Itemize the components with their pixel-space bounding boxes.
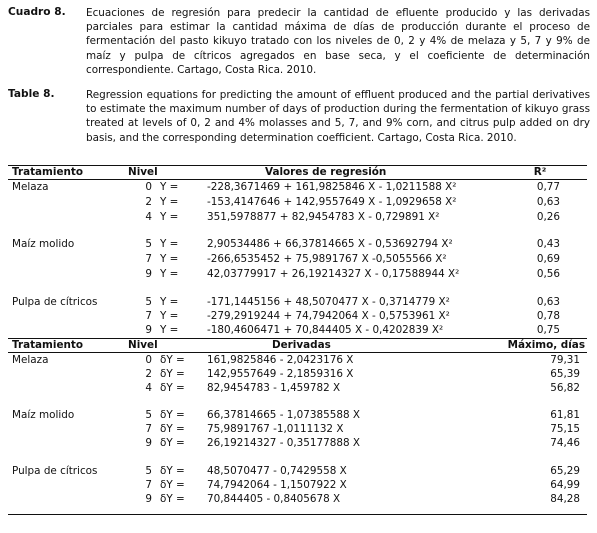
cell-maximo-dias: 79,31 xyxy=(550,354,580,366)
cell-equation: 351,5978877 + 82,9454783 X - 0,729891 X² xyxy=(207,211,440,223)
caption-english-text: Regression equations for predicting the amount of effluent produced and the partial derivatives to estimate the maximum number of days of production during the fermentation of kikuyo grass treated at levels of 0, 2 and 4% molasses and 5, 7, and 9% corn, and citrus pulp added on dry basis, and the corresponding determination coefficient. Cartago, Costa Rica. 2010. xyxy=(86,89,590,144)
cell-r2: 0,63 xyxy=(536,296,560,308)
table2-header-nivel: Nivel xyxy=(128,339,158,351)
cell-equation-prefix: δY = xyxy=(160,423,185,435)
cell-tratamiento: Melaza xyxy=(12,354,49,366)
cell-equation-prefix: Y = xyxy=(160,310,179,322)
cell-nivel: 4 xyxy=(145,382,152,394)
cell-nivel: 5 xyxy=(145,238,152,250)
caption-spanish xyxy=(8,6,590,86)
cell-nivel: 5 xyxy=(145,296,152,308)
cell-equation-prefix: Y = xyxy=(160,253,179,265)
cell-nivel: 7 xyxy=(145,423,152,435)
cell-nivel: 9 xyxy=(145,268,152,280)
cell-nivel: 5 xyxy=(145,409,152,421)
cell-tratamiento: Maíz molido xyxy=(12,238,75,250)
caption-english xyxy=(8,88,590,152)
caption-spanish-label: Cuadro 8. xyxy=(8,6,66,18)
cell-r2: 0,77 xyxy=(536,181,560,193)
cell-r2: 0,63 xyxy=(536,196,560,208)
cell-equation: 74,7942064 - 1,1507922 X xyxy=(207,479,347,491)
cell-equation: 142,9557649 - 2,1859316 X xyxy=(207,368,354,380)
cell-equation-prefix: Y = xyxy=(160,211,179,223)
cell-equation: -171,1445156 + 48,5070477 X - 0,3714779 X² xyxy=(207,296,450,308)
table1-header-tratamiento: Tratamiento xyxy=(12,166,83,178)
cell-equation-prefix: δY = xyxy=(160,382,185,394)
cell-maximo-dias: 64,99 xyxy=(550,479,580,491)
cell-maximo-dias: 75,15 xyxy=(550,423,580,435)
cell-equation: -266,6535452 + 75,9891767 X -0,5055566 X² xyxy=(207,253,447,265)
cell-equation: 66,37814665 - 1,07385588 X xyxy=(207,409,360,421)
cell-equation: 161,9825846 - 2,0423176 X xyxy=(207,354,354,366)
table1-header-rule xyxy=(8,179,587,180)
cell-nivel: 9 xyxy=(145,437,152,449)
cell-equation: -279,2919244 + 74,7942064 X - 0,5753961 X² xyxy=(207,310,450,322)
cell-equation-prefix: δY = xyxy=(160,437,185,449)
cell-r2: 0,43 xyxy=(536,238,560,250)
cell-equation-prefix: Y = xyxy=(160,238,179,250)
cell-equation: 26,19214327 - 0,35177888 X xyxy=(207,437,360,449)
cell-equation: 82,9454783 - 1,459782 X xyxy=(207,382,341,394)
table2-header-derivadas: Derivadas xyxy=(272,339,331,351)
cell-equation-prefix: Y = xyxy=(160,181,179,193)
cell-equation-prefix: δY = xyxy=(160,479,185,491)
cell-maximo-dias: 74,46 xyxy=(550,437,580,449)
cell-equation-prefix: δY = xyxy=(160,409,185,421)
cell-r2: 0,26 xyxy=(536,211,560,223)
cell-tratamiento: Melaza xyxy=(12,181,49,193)
cell-nivel: 2 xyxy=(145,368,152,380)
caption-english-label: Table 8. xyxy=(8,88,55,100)
cell-r2: 0,75 xyxy=(536,324,560,336)
cell-tratamiento: Pulpa de cítricos xyxy=(12,465,98,477)
cell-nivel: 9 xyxy=(145,493,152,505)
table2-header-maximo: Máximo, días xyxy=(507,339,585,351)
cell-maximo-dias: 65,29 xyxy=(550,465,580,477)
cell-maximo-dias: 65,39 xyxy=(550,368,580,380)
cell-equation-prefix: Y = xyxy=(160,296,179,308)
cell-nivel: 0 xyxy=(145,181,152,193)
cell-equation: 48,5070477 - 0,7429558 X xyxy=(207,465,347,477)
cell-nivel: 2 xyxy=(145,196,152,208)
table2-header-rule xyxy=(8,352,587,353)
cell-equation-prefix: Y = xyxy=(160,324,179,336)
cell-nivel: 5 xyxy=(145,465,152,477)
table1-header-valores: Valores de regresión xyxy=(265,166,387,178)
caption-spanish-text: Ecuaciones de regresión para predecir la cantidad de efluente producido y las derivadas parciales para estimar la cantidad máxima de días de producción durante el proceso de fermentación del pasto kikuyo tratado con los niveles de 0, 2 y 4% de melaza y 5, 7 y 9% de maíz y pulpa de cítricos agregados en base seca, y el coeficiente de determinación correspondiente. Cartago, Costa Rica. 2010. xyxy=(86,7,590,76)
cell-equation-prefix: δY = xyxy=(160,493,185,505)
table1-header-r2: R² xyxy=(533,166,547,178)
cell-equation: 42,03779917 + 26,19214327 X - 0,17588944 X² xyxy=(207,268,460,280)
table2-bottom-rule xyxy=(8,514,587,515)
cell-equation-prefix: δY = xyxy=(160,465,185,477)
cell-nivel: 4 xyxy=(145,211,152,223)
cell-equation: -153,4147646 + 142,9557649 X - 1,0929658 X² xyxy=(207,196,457,208)
cell-nivel: 7 xyxy=(145,253,152,265)
cell-equation: 70,844405 - 0,8405678 X xyxy=(207,493,341,505)
table1-header-nivel: Nivel xyxy=(128,166,158,178)
cell-nivel: 7 xyxy=(145,479,152,491)
cell-nivel: 9 xyxy=(145,324,152,336)
cell-maximo-dias: 56,82 xyxy=(550,382,580,394)
cell-tratamiento: Pulpa de cítricos xyxy=(12,296,98,308)
cell-equation: -228,3671469 + 161,9825846 X - 1,0211588 X² xyxy=(207,181,457,193)
cell-equation: 2,90534486 + 66,37814665 X - 0,53692794 X² xyxy=(207,238,453,250)
cell-nivel: 7 xyxy=(145,310,152,322)
cell-equation: 75,9891767 -1,0111132 X xyxy=(207,423,344,435)
cell-equation-prefix: δY = xyxy=(160,354,185,366)
cell-maximo-dias: 61,81 xyxy=(550,409,580,421)
cell-r2: 0,56 xyxy=(536,268,560,280)
cell-equation-prefix: δY = xyxy=(160,368,185,380)
cell-equation-prefix: Y = xyxy=(160,196,179,208)
cell-r2: 0,78 xyxy=(536,310,560,322)
cell-maximo-dias: 84,28 xyxy=(550,493,580,505)
cell-tratamiento: Maíz molido xyxy=(12,409,75,421)
table2-header-tratamiento: Tratamiento xyxy=(12,339,83,351)
cell-nivel: 0 xyxy=(145,354,152,366)
cell-equation-prefix: Y = xyxy=(160,268,179,280)
cell-r2: 0,69 xyxy=(536,253,560,265)
cell-equation: -180,4606471 + 70,844405 X - 0,4202839 X² xyxy=(207,324,444,336)
